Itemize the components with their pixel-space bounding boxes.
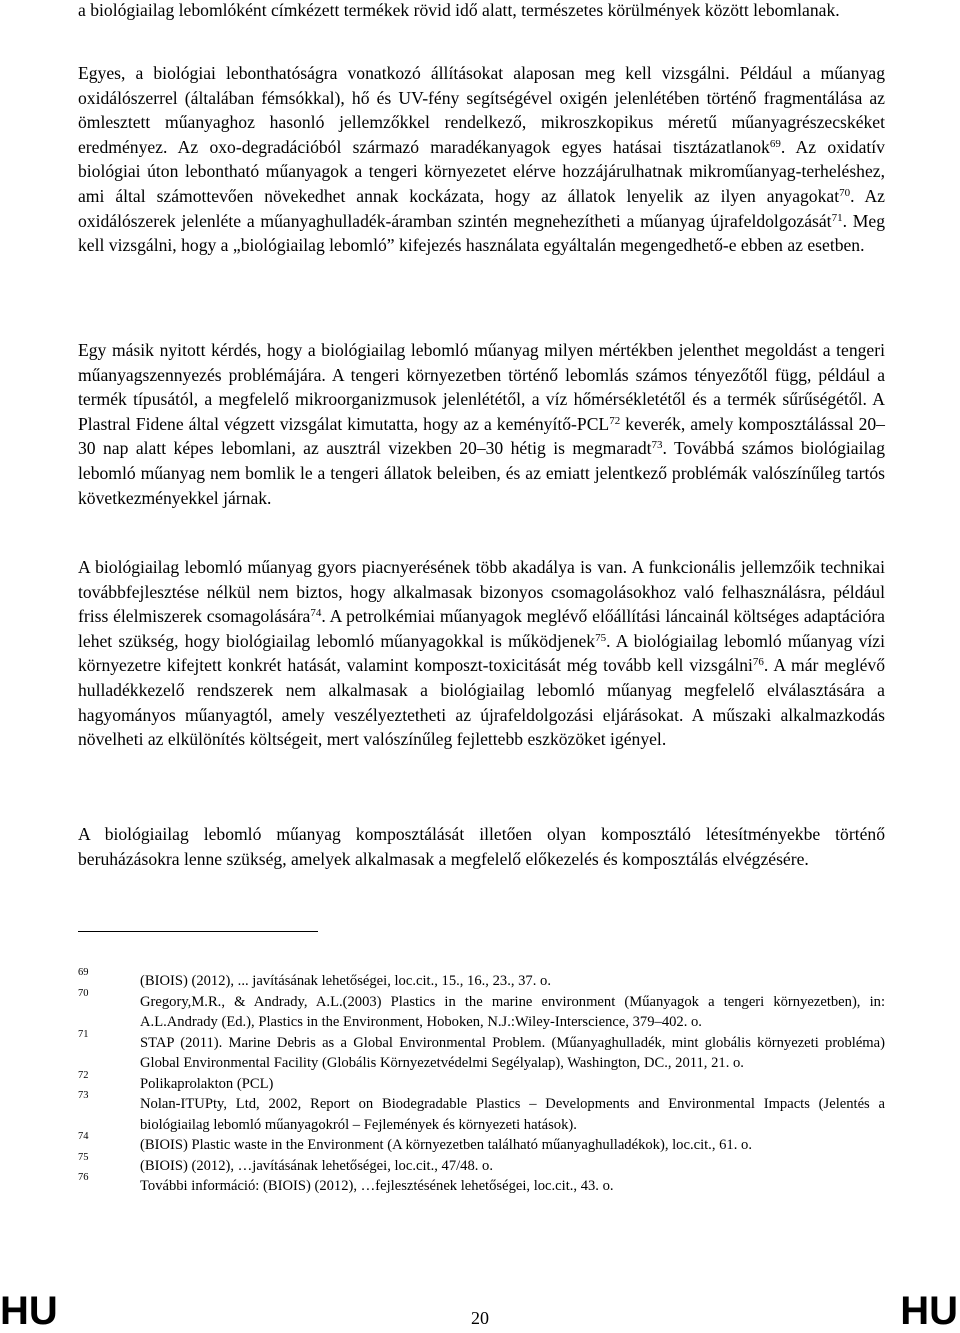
paragraph: [78, 338, 885, 510]
footnote: [78, 967, 885, 992]
footnote: [78, 1069, 885, 1095]
footnote-number: 74: [78, 1131, 89, 1142]
footnote-reference: 74: [310, 607, 322, 620]
language-code-right: HU: [900, 1289, 958, 1333]
text-run: Egyes, a biológiai lebonthatóságra vonatkozó állításokat alaposan meg kell vizsgálni. Például a műanyag oxidálószerrel (általában fémsókkal), hő és UV-fény segítségével oxigén jelenlétében történő fragmentálása az ömlesztett műanyaghoz hasonló jellemzőkkel rendelkező, mikroszkopikus méretű műanyagrészecskéket eredményez. Az oxo-degradációból származó maradékanyagok egyes hatásai tisztázatlanok: [78, 63, 885, 157]
text-run: . Meg kell vizsgálni, hogy a „biológiailag lebomló” kifejezés használata egyáltalán megengedhető-e ebben az esetben.: [78, 210, 886, 256]
paragraph: [78, 61, 885, 258]
footnote-text: (BIOIS) (2012), …javításának lehetőségei, loc.cit., 47/48. o.: [140, 1157, 494, 1174]
page-number: 20: [471, 1308, 489, 1328]
paragraph: [78, 555, 885, 752]
footnote-separator: [78, 931, 318, 932]
footnote-number: 73: [78, 1090, 89, 1101]
footnote-text: Polikaprolakton (PCL): [140, 1075, 274, 1092]
paragraph: [78, 0, 885, 23]
footnote-text: Nolan-ITUPty, Ltd, 2002, Report on Biodegradable Plastics – Developments and Environmental Impacts (Jelentés a biológiailag lebomló műanyagokról – Fejlemények és környezeti hatások).: [140, 1096, 885, 1133]
text-run: . Az oxidálószerek jelenléte a műanyaghulladék-áramban szintén megnehezítheti a műanyag újrafeldolgozását: [78, 185, 885, 231]
footnote-text: (BIOIS) Plastic waste in the Environment (A környezetben található műanyaghulladékok), loc.cit., 61. o.: [140, 1137, 752, 1153]
footnote-reference: 72: [609, 414, 621, 427]
footnote-number: 71: [78, 1028, 89, 1040]
footnote-reference: 71: [831, 211, 843, 224]
language-code-left: HU: [0, 1289, 58, 1333]
footnote-number: 69: [78, 967, 89, 978]
footnote: [78, 987, 885, 1033]
footnote-number: 76: [78, 1172, 89, 1183]
footnote-number: 72: [78, 1069, 89, 1081]
footnote-reference: 69: [769, 137, 781, 150]
text-run: Egy másik nyitott kérdés, hogy a biológiailag lebomló műanyag milyen mértékben jelenthet megoldást a tengeri műanyagszennyezés problémájára. A tengeri környezetben történő lebomlás számos tényezőtől függ, például a termék típusától, a megfelelő mikroorganizmusok jelenlététől, a víz hőmérsékletétől és a termék sűrűségétől. A Plastral Fidene által végzett vizsgálat kimutatta, hogy az a keményítő-PCL: [78, 340, 885, 434]
footnote-text: Gregory,M.R., & Andrady, A.L.(2003) Plastics in the marine environment (Műanyagok a tengeri környezetben), in: A.L.Andrady (Ed.), Plastics in the Environment, Hoboken, N.J.:Wiley-Interscience, 379–402. o.: [140, 993, 885, 1030]
footnote: [78, 1028, 885, 1074]
footnotes: [78, 967, 885, 1197]
paragraph: [78, 822, 885, 871]
footnote-number: 75: [78, 1151, 89, 1163]
footnote-reference: 76: [752, 656, 764, 669]
footnote-reference: 70: [839, 186, 851, 199]
footnote: [78, 1090, 885, 1135]
footnote: [78, 1172, 885, 1197]
footnote-reference: 75: [595, 631, 607, 644]
text-run: . Az oxidatív biológiai úton lebontható műanyagok a tengeri környezetet elérve hozzájárulhatnak mikroműanyag-terheléshez, ami által számottevően növekedhet annak kockázata, hogy az állatok lenyelik az ilyen anyagokat: [78, 136, 885, 206]
footnote-reference: 73: [651, 439, 663, 452]
text-run: . A már meglévő hulladékkezelő rendszerek nem alkalmasak a biológiailag lebomló műanyag megfelelő elválasztására a hagyományos műanyagtól, amely veszélyeztetheti az újrafeldolgozási eljárásokat. A műszaki alkalmazkodás növelheti az elkülönítés költségeit, mert valószínűleg fejlettebb eszközöket igényel.: [78, 655, 885, 750]
text-run: A biológiailag lebomló műanyag gyors piacnyerésének több akadálya is van. A funkcionális jellemzőik technikai továbbfejlesztése nélkül nem biztos, hogy alkalmasak bizonyos csomagolásokhoz való felhasználásra, például friss élelmiszerek csomagolására: [78, 557, 885, 627]
footnote: [78, 1131, 885, 1156]
footnote-text: További információ: (BIOIS) (2012), …fejlesztésének lehetőségei, loc.cit., 43. o.: [140, 1178, 614, 1194]
text-run: . Továbbá számos biológiailag lebomló műanyag nem bomlik le a tengeri állatok beleiben, és az emiatt jelentkező problémák valószínűleg tartós következményekkel járnak.: [78, 438, 885, 508]
text-run: keverék, amely komposztálással 20–30 nap alatt képes lebomlani, az ausztrál vizekben 20–30 hétig is megmaradt: [78, 413, 885, 459]
text-run: . A biológiailag lebomló műanyag vízi környezetre kifejtett konkrét hatását, valamint komposzt-toxicitását még tovább kell vizsgálni: [78, 630, 885, 676]
text-run: . A petrolkémiai műanyagok meglévő előállítási láncainál költséges adaptációra lehet szükség, hogy biológiailag lebomló műanyagokkal is működjenek: [78, 606, 885, 651]
footnote-number: 70: [78, 987, 89, 999]
footnote: [78, 1151, 885, 1177]
footnote-text: (BIOIS) (2012), ... javításának lehetőségei, loc.cit., 15., 16., 23., 37. o.: [140, 973, 551, 989]
text-run: A biológiailag lebomló műanyag komposztálását illetően olyan komposztáló létesítményekbe történő beruházásokra lenne szükség, amelyek alkalmasak a megfelelő előkezelés és komposztálás elvégzésére.: [78, 824, 885, 869]
text-run: a biológiailag lebomlóként címkézett termékek rövid idő alatt, természetes körülmények között lebomlanak.: [78, 0, 840, 20]
footnote-text: STAP (2011). Marine Debris as a Global Environmental Problem. (Műanyaghulladék, mint globális környezeti probléma) Global Environmental Facility (Globális Környezetvédelmi Segélyalap), Washington, DC., 2011, 21. o.: [140, 1034, 885, 1071]
